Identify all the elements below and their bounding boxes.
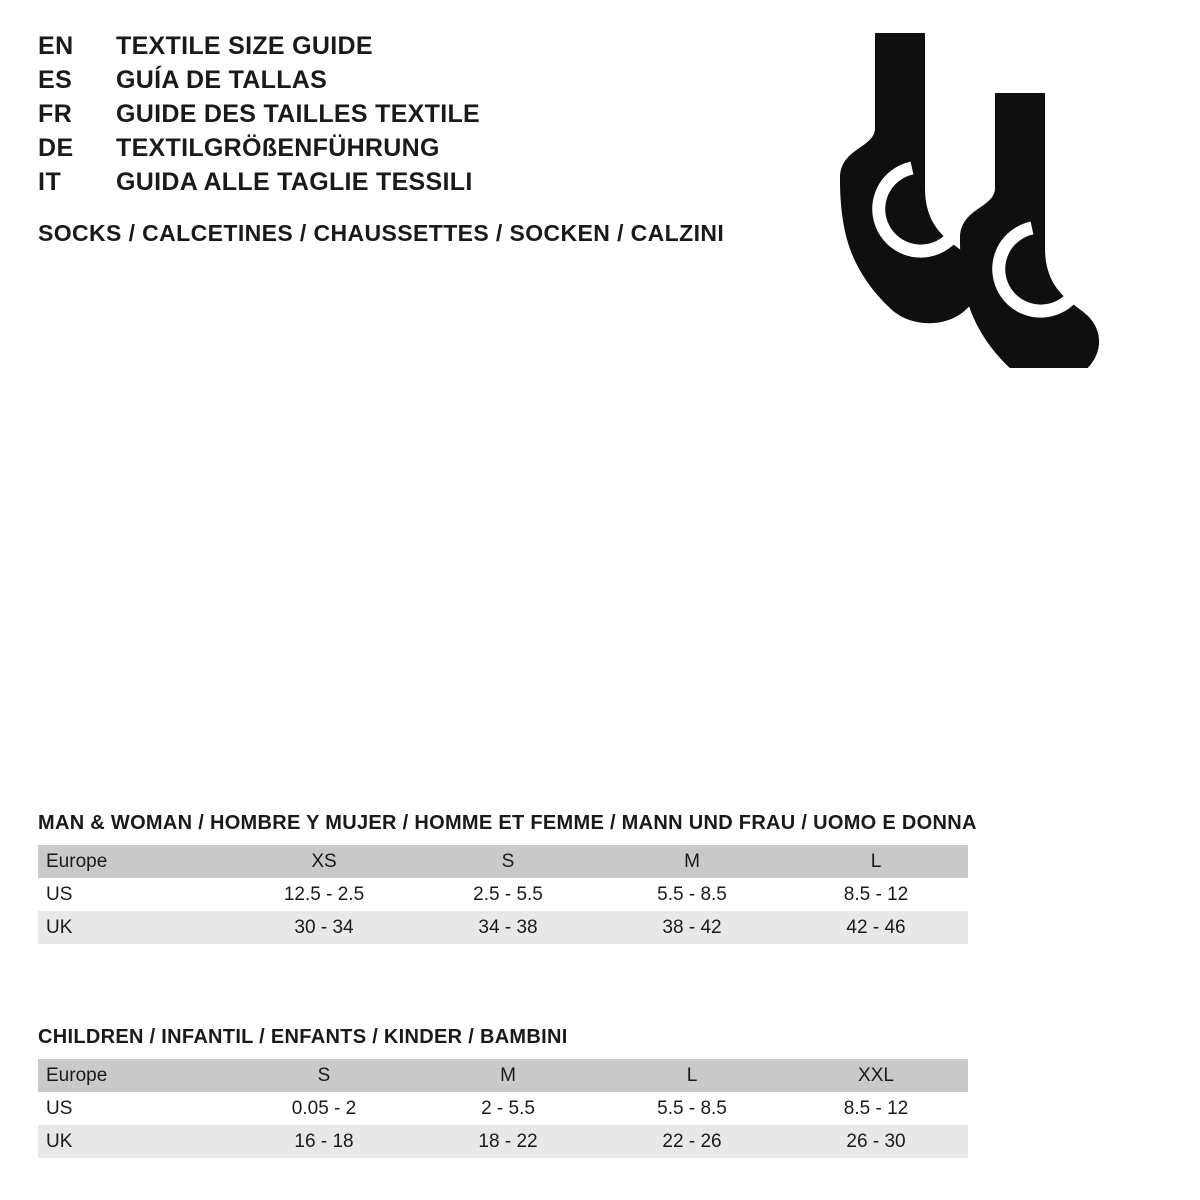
product-category-line: SOCKS / CALCETINES / CHAUSSETTES / SOCKEN / CALZINI [38, 220, 725, 246]
adult-us-value-2: 2.5 - 5.5 [416, 878, 600, 911]
adult-uk-value-2: 34 - 38 [416, 911, 600, 944]
table-row [38, 1092, 968, 1125]
adult-size-table-block [38, 812, 977, 944]
language-row-en [38, 32, 798, 66]
language-title-fr: GUIDE DES TAILLES TEXTILE [116, 100, 481, 128]
children-europe-value-4: XXL [784, 1059, 968, 1092]
language-title-de: TEXTILGRÖßENFÜHRUNG [116, 134, 440, 162]
table-row [38, 1125, 968, 1158]
adult-europe-value-2: S [416, 845, 600, 878]
children-europe-value-1: S [232, 1059, 416, 1092]
language-code-de: DE [38, 134, 74, 162]
header [38, 32, 798, 247]
adult-table-title: MAN & WOMAN / HOMBRE Y MUJER / HOMME ET FEMME / MANN UND FRAU / UOMO E DONNA [38, 812, 977, 834]
table-row [38, 878, 968, 911]
table-row [38, 845, 968, 878]
language-row-fr [38, 100, 798, 134]
adult-row-label-uk: UK [38, 911, 232, 944]
adult-us-value-3: 5.5 - 8.5 [600, 878, 784, 911]
language-row-it [38, 168, 798, 202]
language-title-en: TEXTILE SIZE GUIDE [116, 32, 373, 60]
children-uk-value-3: 22 - 26 [600, 1125, 784, 1158]
children-uk-value-2: 18 - 22 [416, 1125, 600, 1158]
children-size-table-block [38, 1026, 968, 1158]
sock-back-shape [840, 33, 979, 323]
socks-illustration [800, 28, 1140, 368]
adult-europe-value-3: M [600, 845, 784, 878]
children-us-value-4: 8.5 - 12 [784, 1092, 968, 1125]
adult-uk-value-1: 30 - 34 [232, 911, 416, 944]
adult-size-table [38, 845, 968, 944]
language-code-fr: FR [38, 100, 73, 128]
children-row-label-europe: Europe [38, 1059, 232, 1092]
language-code-it: IT [38, 168, 62, 196]
children-table-title: CHILDREN / INFANTIL / ENFANTS / KINDER / BAMBINI [38, 1026, 568, 1048]
adult-europe-value-1: XS [232, 845, 416, 878]
language-code-es: ES [38, 66, 73, 94]
sock-front-shape [960, 93, 1099, 368]
children-size-table [38, 1059, 968, 1158]
children-us-value-1: 0.05 - 2 [232, 1092, 416, 1125]
children-uk-value-4: 26 - 30 [784, 1125, 968, 1158]
children-us-value-2: 2 - 5.5 [416, 1092, 600, 1125]
adult-row-label-us: US [38, 878, 232, 911]
adult-us-value-1: 12.5 - 2.5 [232, 878, 416, 911]
language-title-it: GUIDA ALLE TAGLIE TESSILI [116, 168, 473, 196]
language-title-es: GUÍA DE TALLAS [116, 66, 328, 94]
adult-europe-value-4: L [784, 845, 968, 878]
children-row-label-uk: UK [38, 1125, 232, 1158]
adult-row-label-europe: Europe [38, 845, 232, 878]
language-row-es [38, 66, 798, 100]
children-europe-value-2: M [416, 1059, 600, 1092]
adult-uk-value-3: 38 - 42 [600, 911, 784, 944]
adult-uk-value-4: 42 - 46 [784, 911, 968, 944]
language-code-en: EN [38, 32, 74, 60]
language-row-de [38, 134, 798, 168]
children-us-value-3: 5.5 - 8.5 [600, 1092, 784, 1125]
adult-us-value-4: 8.5 - 12 [784, 878, 968, 911]
children-europe-value-3: L [600, 1059, 784, 1092]
table-row [38, 911, 968, 944]
children-uk-value-1: 16 - 18 [232, 1125, 416, 1158]
table-row [38, 1059, 968, 1092]
children-row-label-us: US [38, 1092, 232, 1125]
